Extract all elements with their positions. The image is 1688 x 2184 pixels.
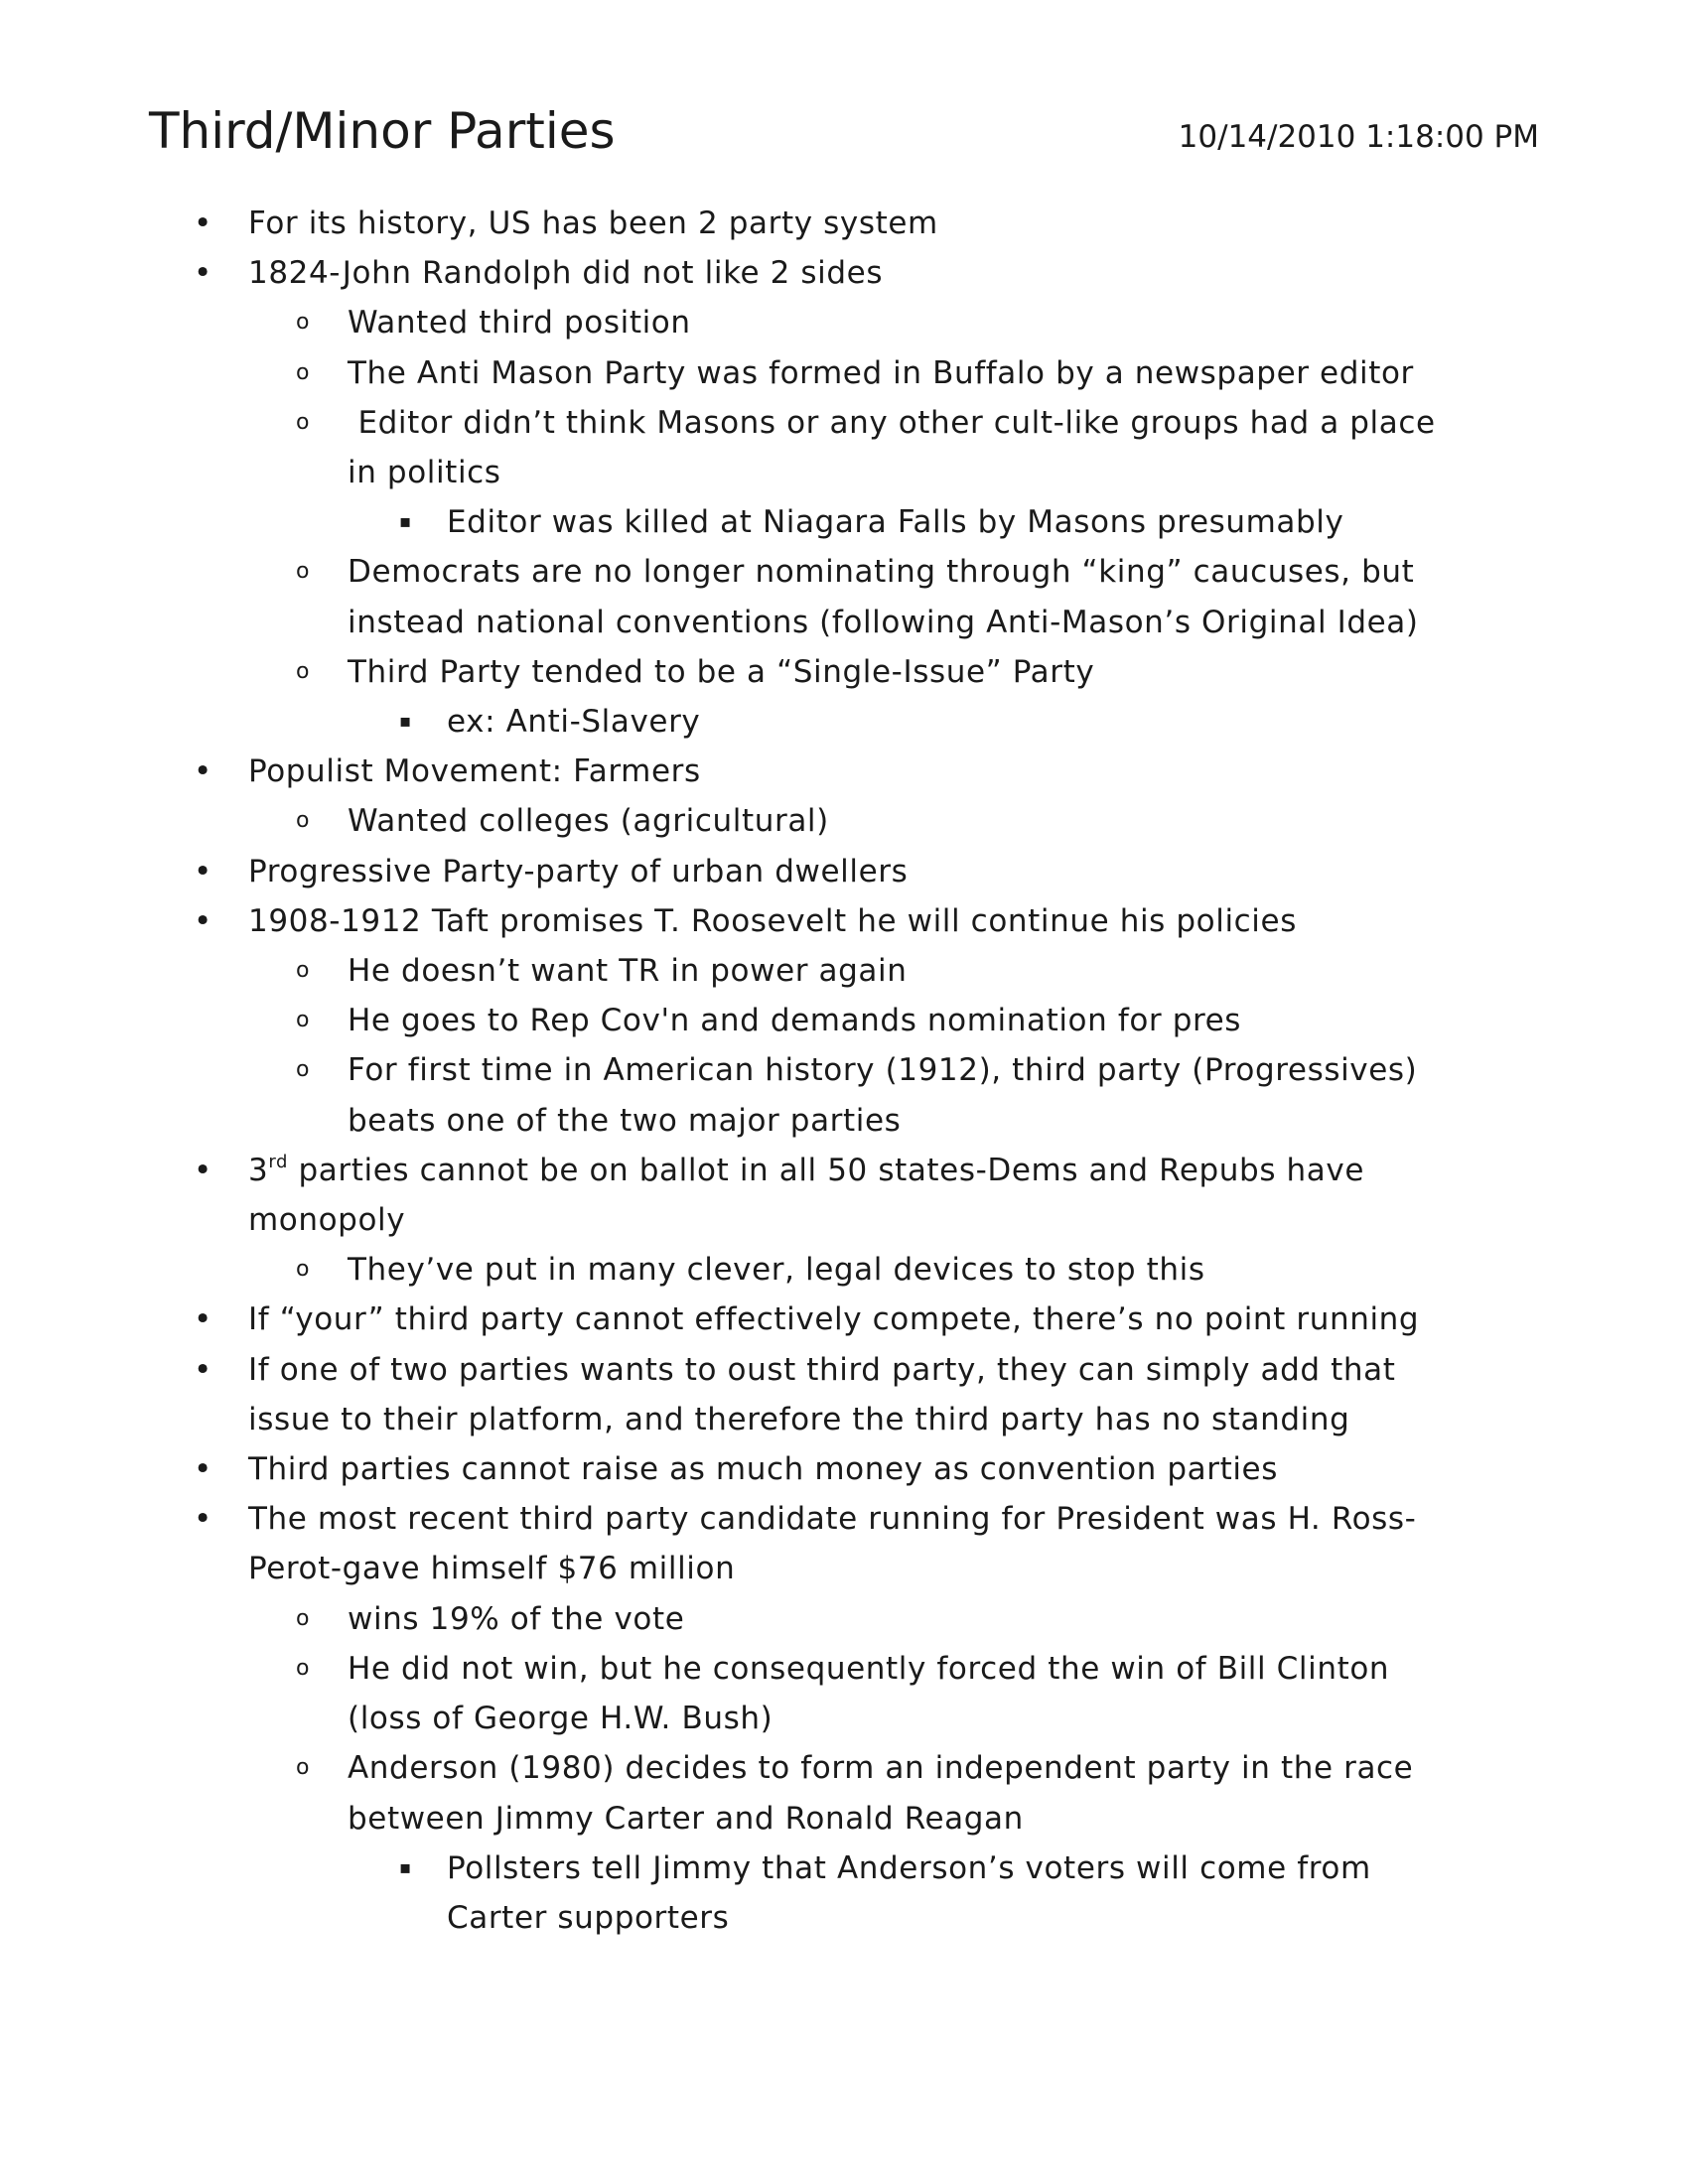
note-item-level-2 [149,1245,1539,1295]
note-text: Pollsters tell Jimmy that Anderson’s voters will come from [447,1849,1371,1886]
bullet-icon: o [296,559,311,585]
note-item-level-2 [149,398,1539,448]
note-item-level-3 [149,497,1539,547]
bullet-icon: • [194,1152,212,1188]
note-item-level-1 [149,1494,1539,1544]
note-item-level-2 [149,1594,1539,1644]
note-item-continuation [149,1893,1539,1943]
bullet-icon: o [296,1655,311,1681]
note-item-level-2 [149,348,1539,398]
note-text: Populist Movement: Farmers [248,753,701,790]
note-item-level-2 [149,547,1539,597]
note-text: He did not win, but he consequently forced the win of Bill Clinton [348,1650,1390,1687]
note-item-continuation [149,1395,1539,1444]
note-text: For first time in American history (1912), third party (Progressives) [348,1052,1418,1089]
note-item-level-1 [149,747,1539,796]
note-item-level-1 [149,199,1539,248]
bullet-icon: o [296,1755,311,1781]
note-item-continuation [149,1195,1539,1245]
note-text-continuation: between Jimmy Carter and Ronald Reagan [348,1800,1024,1837]
note-text-continuation: issue to their platform, and therefore the third party has no standing [248,1401,1350,1437]
bullet-icon: • [194,1451,212,1488]
note-text: Wanted third position [348,305,691,341]
page-title: Third/Minor Parties [149,102,616,160]
note-text: He doesn’t want TR in power again [348,953,908,990]
note-text: Progressive Party-party of urban dwellers [248,853,909,889]
note-text: Third Party tended to be a “Single-Issue” Party [348,653,1095,690]
note-text-continuation: monopoly [248,1202,406,1239]
bullet-icon: o [296,359,311,385]
bullet-icon: • [194,205,212,241]
note-item-continuation [149,1794,1539,1843]
note-item-level-2 [149,796,1539,846]
note-item-level-2 [149,647,1539,697]
note-item-level-2 [149,1743,1539,1793]
note-item-level-1 [149,896,1539,946]
bullet-icon: o [296,1008,311,1033]
note-text-prefix: 3 [248,1152,269,1188]
page-datetime: 10/14/2010 1:18:00 PM [1178,119,1539,155]
note-item-level-3 [149,697,1539,747]
note-item-level-1 [149,1146,1539,1195]
note-text: 1824-John Randolph did not like 2 sides [248,255,884,292]
note-text: If one of two parties wants to oust third party, they can simply add that [248,1351,1396,1388]
notes-outline [149,199,1539,1943]
note-text: parties cannot be on ballot in all 50 states-Dems and Repubs have [288,1152,1364,1188]
bullet-icon: • [194,1351,212,1388]
note-text: ex: Anti-Slavery [447,704,701,741]
note-item-continuation [149,1544,1539,1593]
note-text: Editor didn’t think Masons or any other cult-like groups had a place [348,404,1436,441]
note-item-level-1 [149,1345,1539,1395]
note-text: Editor was killed at Niagara Falls by Masons presumably [447,504,1344,541]
note-text: 1908-1912 Taft promises T. Roosevelt he will continue his policies [248,902,1297,939]
note-text: For its history, US has been 2 party system [248,205,938,241]
note-item-level-2 [149,996,1539,1045]
bullet-icon: ▪ [399,711,412,733]
note-text: The most recent third party candidate running for President was H. Ross- [248,1501,1417,1538]
note-text: The Anti Mason Party was formed in Buffalo by a newspaper editor [348,354,1414,391]
note-item-continuation [149,1096,1539,1146]
note-text: Anderson (1980) decides to form an independent party in the race [348,1750,1414,1787]
note-item-level-2 [149,298,1539,347]
note-text: If “your” third party cannot effectively compete, there’s no point running [248,1301,1420,1338]
note-text: Third parties cannot raise as much money as convention parties [248,1451,1278,1488]
note-item-continuation [149,1694,1539,1743]
bullet-icon: o [296,958,311,984]
bullet-icon: o [296,1257,311,1283]
note-text: He goes to Rep Cov'n and demands nomination for pres [348,1003,1242,1039]
bullet-icon: • [194,902,212,939]
note-text-continuation: beats one of the two major parties [348,1102,902,1139]
note-text: Wanted colleges (agricultural) [348,803,829,840]
note-text-continuation: Perot-gave himself $76 million [248,1551,736,1587]
bullet-icon: o [296,409,311,435]
note-item-level-1 [149,248,1539,298]
note-item-continuation [149,598,1539,647]
note-text: Democrats are no longer nominating through “king” caucuses, but [348,554,1415,591]
bullet-icon: • [194,1501,212,1538]
bullet-icon: • [194,1301,212,1338]
bullet-icon: • [194,753,212,790]
bullet-icon: o [296,808,311,834]
note-item-level-2 [149,946,1539,996]
bullet-icon: • [194,255,212,292]
note-item-level-1 [149,1295,1539,1344]
note-item-level-3 [149,1843,1539,1893]
note-text: They’ve put in many clever, legal devices to stop this [348,1252,1205,1289]
bullet-icon: • [194,853,212,889]
note-text: wins 19% of the vote [348,1600,685,1637]
note-text-continuation: instead national conventions (following Anti-Mason’s Original Idea) [348,604,1419,640]
note-item-level-1 [149,1444,1539,1494]
bullet-icon: o [296,310,311,336]
note-text-continuation: in politics [348,455,501,491]
note-item-level-2 [149,1045,1539,1095]
note-item-level-1 [149,847,1539,896]
note-text-continuation: (loss of George H.W. Bush) [348,1701,774,1737]
note-item-level-2 [149,1644,1539,1694]
bullet-icon: ▪ [399,1856,412,1878]
bullet-icon: ▪ [399,511,412,533]
bullet-icon: o [296,1057,311,1083]
note-text-superscript: rd [268,1151,289,1172]
note-text-continuation: Carter supporters [447,1899,730,1936]
page-header [149,99,1539,169]
note-item-continuation [149,448,1539,497]
bullet-icon: o [296,1605,311,1631]
bullet-icon: o [296,658,311,684]
